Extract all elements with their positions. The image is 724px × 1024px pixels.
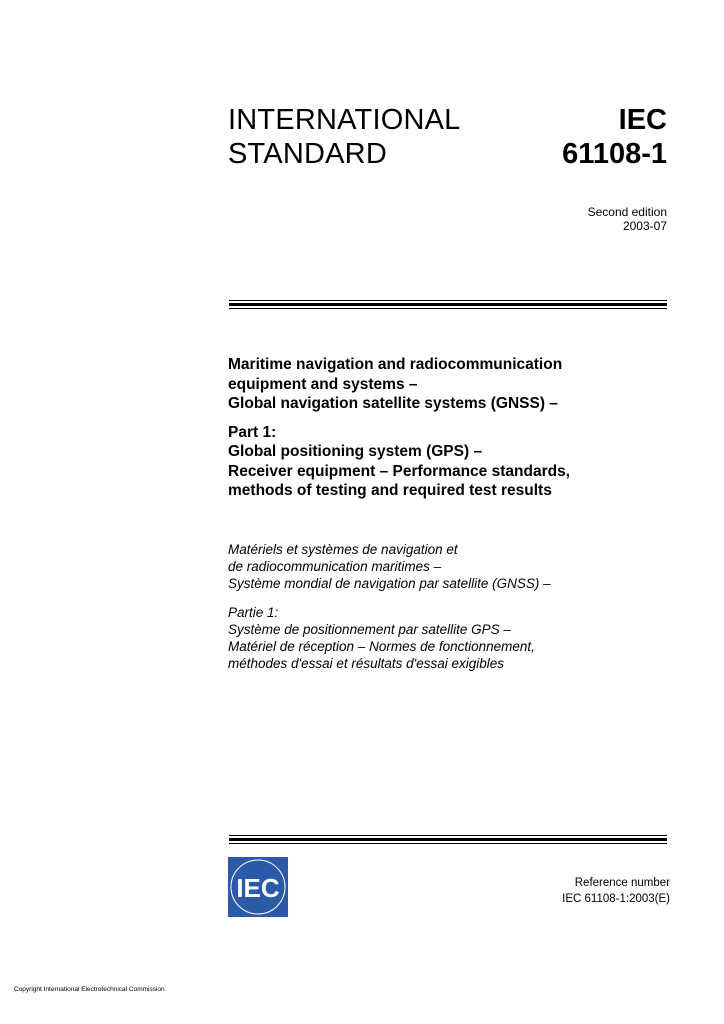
reference-value: IEC 61108-1:2003(E) bbox=[562, 893, 670, 905]
english-title bbox=[228, 355, 668, 501]
french-title-line: Matériels et systèmes de navigation et bbox=[228, 542, 458, 557]
title-line-2: STANDARD bbox=[228, 138, 387, 170]
english-title-line: Receiver equipment – Performance standards, bbox=[228, 462, 570, 480]
french-title-line: Matériel de réception – Normes de fonctionnement, bbox=[228, 639, 535, 654]
standard-number bbox=[500, 103, 667, 171]
bottom-divider bbox=[229, 835, 667, 844]
french-title-line: Système mondial de navigation par satellite (GNSS) – bbox=[228, 576, 551, 591]
standard-type-title bbox=[228, 103, 460, 171]
title-line-1: INTERNATIONAL bbox=[228, 104, 461, 136]
english-title-line: Global positioning system (GPS) – bbox=[228, 443, 483, 460]
french-title-line: de radiocommunication maritimes – bbox=[228, 559, 442, 574]
copyright-notice: Copyright International Electrotechnical Commission bbox=[14, 986, 165, 993]
logo-text: IEC bbox=[236, 873, 280, 903]
english-part-label: Part 1: bbox=[228, 423, 277, 441]
english-title-line: methods of testing and required test results bbox=[228, 482, 552, 499]
edition-info bbox=[500, 205, 667, 233]
reference-label: Reference number bbox=[574, 877, 670, 889]
english-title-line: Global navigation satellite systems (GNSS) – bbox=[228, 395, 558, 412]
french-title bbox=[228, 541, 668, 672]
french-title-line: Système de positionnement par satellite GPS – bbox=[228, 622, 511, 637]
french-title-line: méthodes d'essai et résultats d'essai exigibles bbox=[228, 656, 505, 671]
edition-label: Second edition bbox=[587, 205, 667, 219]
edition-date: 2003-07 bbox=[622, 219, 667, 233]
iec-logo-icon bbox=[228, 857, 288, 917]
english-title-line: equipment and systems – bbox=[228, 375, 418, 393]
english-title-line: Maritime navigation and radiocommunication bbox=[228, 356, 563, 373]
standard-id: 61108-1 bbox=[562, 138, 667, 170]
org-name: IEC bbox=[618, 104, 667, 136]
iec-logo bbox=[228, 857, 288, 917]
french-part-label: Partie 1: bbox=[228, 605, 279, 620]
top-divider bbox=[229, 300, 667, 309]
reference-block bbox=[470, 875, 670, 907]
